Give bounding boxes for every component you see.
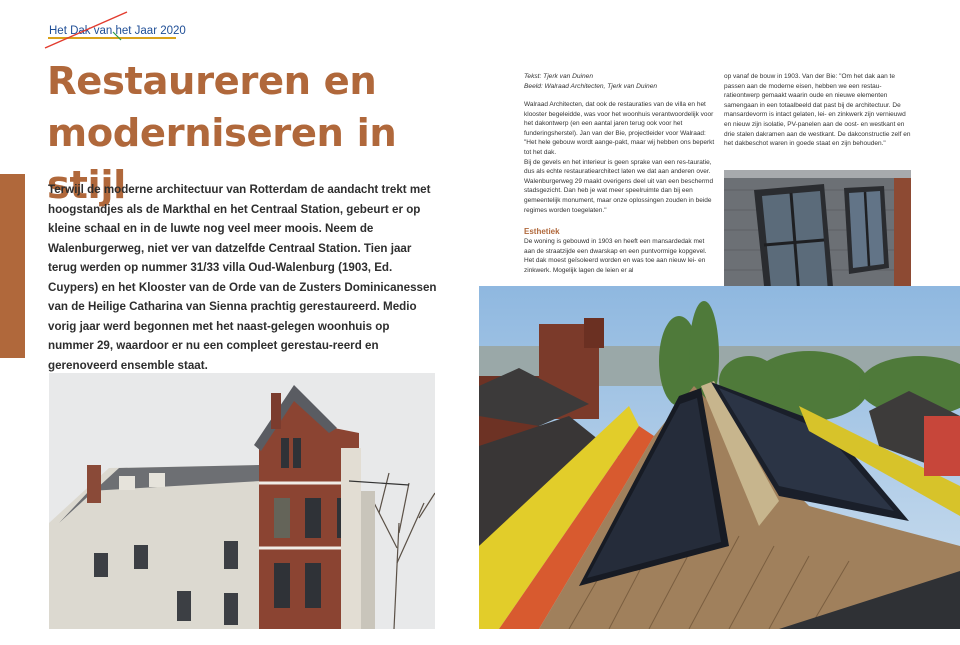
villa-facade-photo [49, 373, 435, 629]
tag-logo-slash [43, 10, 129, 50]
body-paragraph: Walraad Architecten, dat ook de restauraties van de villa en het klooster begeleidde, was voor het woonhuis verantwoordelijk voor het dakontwerp (en een aantal jaren terug ook voor het funderingsherstel). Jan van der Bie, projectleider voor Walraad: "Het hele gebouw wordt aange-pakt, maar wij hebben ons beperkt tot het dak. [524, 101, 715, 156]
body-paragraph: Bij de gevels en het interieur is geen sprake van een res-tauratie, dus als echte restauratiearchitect laten we dat aan anderen over. Walenburgerweg 29 maakt overigens deel uit van een beschermd stadsgezicht. Dan heb je wat meer speelruimte dan bij een gemeentelijk monument, maar onze oplossingen zouden in beide regimes worden toegelaten." [524, 158, 714, 214]
accent-bar [0, 174, 25, 358]
body-paragraph: De woning is gebouwd in 1903 en heeft een mansardedak met aan de straatzijde een dwarskap en een puntvormige kopgevel. Het dak moest geïsoleerd worden en was toe aan nieuw lei- en zinkwerk. Mogelijk lagen de leien er al [524, 238, 707, 274]
photo-credit: Beeld: Walraad Architecten, Tjerk van Duinen [524, 83, 658, 90]
text-credit: Tekst: Tjerk van Duinen [524, 73, 594, 80]
title-line-1: Restaureren en [47, 59, 377, 104]
section-subhead: Esthetiek [524, 227, 560, 236]
article-credits [524, 72, 714, 92]
lead-paragraph: Terwijl de moderne architectuur van Rotterdam de aandacht trekt met hoogstandjes als de Markthal en het Centraal Station, gebeurt er op kleine schaal en in de luwte nog veel meer moois. Neem de Walenburgerweg, niet ver van datzelfde Centraal Station. Tien jaar terug werden op nummer 31/33 villa Oud-Walenburg (1903, Ed. Cuypers) en het Klooster van de Orde van de Zusters Dominicanessen van de Heilige Catharina van Sienna prachtig gerestaureerd. Medio vorig jaar werd begonnen met het naast-gelegen woonhuis op nummer 29, waardoor er nu een compleet gerestau-reerd en gerenoveerd ensemble staat. [48, 183, 437, 372]
title-line-2: moderniseren in stijl [47, 111, 397, 208]
body-column-1 [524, 100, 716, 215]
roof-solar-panels-photo [479, 286, 960, 629]
body-column-2: op vanaf de bouw in 1903. Van der Bie: "Om het dak aan te passen aan de moderne eisen, hebben we een restau-ratieontwerp gemaakt waarin oude en nieuwe elementen samengaan in een totaalbeeld dat past bij de architectuur. De mansardevorm is intact gelaten, lei- en zinkwerk zijn vernieuwd en nieuw zijn isolatie, PV-panelen aan de oost- en westkant en drie stalen dakramen aan de westkant. De dakconstructie zelf en het dakbeschot waren in goede staat en zijn behouden." [724, 73, 911, 148]
section-tag: Het Dak van het Jaar 2020 [49, 25, 186, 37]
